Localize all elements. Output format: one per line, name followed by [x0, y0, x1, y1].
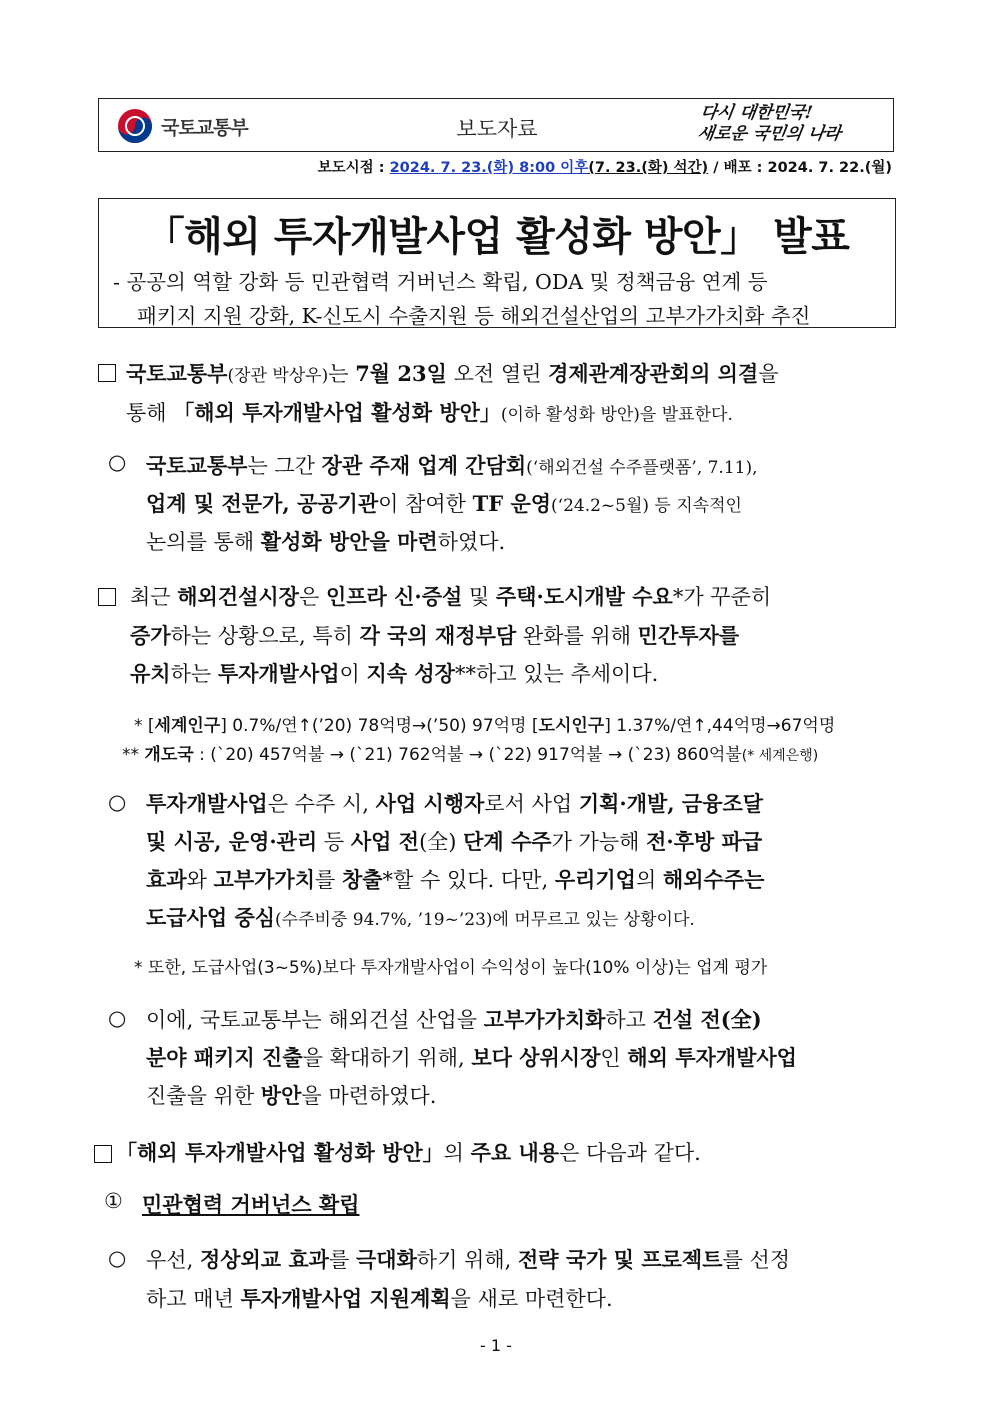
text: 를 — [314, 868, 342, 892]
text: 논의를 통해 — [146, 530, 261, 554]
text: 이에, 국토교통부는 해외건설 산업을 — [146, 1008, 484, 1032]
doc-type-label: 보도자료 — [456, 117, 538, 141]
dateline-separator: / — [708, 160, 724, 176]
text-bold: 각 국의 재정부담 — [359, 623, 517, 648]
square-bullet-icon — [98, 364, 116, 382]
text-bold: 국토교통부 — [126, 361, 228, 386]
text-small: (‘24.2~5월) 등 지속적인 — [551, 496, 742, 516]
text-bold: 유치 — [130, 661, 171, 686]
circle-bullet: ○ — [108, 790, 127, 814]
text: 통해 — [126, 401, 174, 425]
footnote-1 — [134, 711, 835, 736]
text-bold: 「해외 투자개발사업 활성화 방안」 — [173, 400, 501, 425]
text-bold: 정상외교 효과 — [199, 1247, 329, 1272]
text: (全) — [419, 830, 464, 854]
text-bold: 민간투자를 — [637, 623, 740, 648]
text-bold: 활성화 방안을 마련 — [260, 529, 438, 554]
text-bold: 지속 성장 — [366, 661, 455, 686]
p2a-line-4 — [146, 902, 695, 932]
square-bullet — [98, 362, 116, 386]
text: 을 — [758, 362, 779, 386]
text: 를 — [328, 1248, 356, 1272]
p2a-line-1 — [146, 788, 763, 818]
text-bold: 고부가가치 — [213, 867, 315, 892]
distribution-date: 배포 : 2024. 7. 22.(월) — [723, 160, 892, 176]
text-bold: 효과 — [146, 867, 187, 892]
text: 오전 열린 — [446, 362, 549, 386]
text-small: (수주비중 94.7%, ’19~’23)에 머무르고 있는 상황이다. — [275, 910, 695, 930]
p1a-line-1 — [146, 450, 758, 480]
text: *가 꾸준히 — [672, 585, 772, 609]
text-small: (장관 박상우) — [227, 366, 329, 386]
text-bold: 분야 패키지 진출 — [146, 1045, 303, 1070]
text-bold: 도급사업 중심 — [146, 905, 276, 930]
embargo-time: 2024. 7. 23.(화) 8:00 이후 — [389, 160, 589, 176]
text-bold: 건설 전(全) — [652, 1007, 762, 1032]
subtitle-line-2: 패키지 지원 강화, K-신도시 수출지원 등 해외건설산업의 고부가가치화 추진 — [137, 304, 811, 328]
text: : (`20) 457억불 → (`21) 762억불 → (`22) 917억불 → (`23) 860억불 — [193, 745, 742, 765]
text-bold: 증가 — [130, 623, 171, 648]
dateline — [318, 156, 892, 177]
circle-bullet: ○ — [108, 450, 127, 474]
text: * [ — [134, 716, 155, 736]
text-bold: 단계 수주 — [463, 829, 552, 854]
text-bold: 고부가가치화 — [483, 1007, 606, 1032]
text: 인 — [600, 1046, 628, 1070]
text-bold: 보다 상위시장 — [471, 1045, 601, 1070]
text-bold: 전·후방 파급 — [646, 829, 763, 854]
dateline-label: 보도시점 : — [317, 160, 390, 176]
text-bold: TF 운영 — [472, 491, 552, 516]
text: 로서 사업 — [484, 792, 579, 816]
text-bold: 사업 전 — [350, 829, 420, 854]
text: *할 수 있다. 다만, — [382, 868, 555, 892]
p1a-line-3 — [146, 526, 505, 556]
text-small: (이하 활성화 방안)을 발표한다. — [500, 405, 733, 425]
text: 를 선정 — [722, 1248, 791, 1272]
circle-bullet: ○ — [108, 1246, 127, 1270]
text-bold: 극대화 — [355, 1247, 417, 1272]
square-bullet-icon — [98, 588, 116, 606]
text: 등 — [317, 830, 351, 854]
p1-line-1 — [126, 358, 896, 388]
square-bullet-icon — [94, 1145, 112, 1163]
text-bold: 해외건설시장 — [177, 584, 299, 609]
p3-line-1 — [116, 1137, 701, 1167]
text: 은 다음과 같다. — [559, 1141, 701, 1165]
text-bold: 사업 시행자 — [375, 791, 485, 816]
text: 하고 매년 — [146, 1287, 241, 1311]
text-small: (‘해외건설 수주플랫폼’, 7.11), — [526, 458, 758, 478]
p2-line-1 — [130, 581, 771, 611]
text: 우선, — [146, 1248, 200, 1272]
text-bold: 개도국 — [144, 745, 194, 765]
subtitle-line-1: - 공공의 역할 강화 등 민관협력 거버넌스 확립, ODA 및 정책금융 연계 등 — [113, 270, 768, 294]
text: 가 가능해 — [551, 830, 647, 854]
text: 을 마련하였다. — [301, 1084, 437, 1108]
text: 하는 상황으로, 특히 — [170, 624, 360, 648]
footnote-3: * 또한, 도급사업(3~5%)보다 투자개발사업이 수익성이 높다(10% 이상)는 업계 평가 — [134, 958, 768, 978]
text: 완화를 위해 — [516, 624, 638, 648]
text-bold: 도시인구 — [538, 716, 605, 736]
text-bold: 투자개발사업 지원계획 — [240, 1286, 451, 1311]
header-box — [98, 98, 894, 152]
text-small: (* 세계은행) — [741, 748, 819, 764]
text-bold: 주요 내용 — [470, 1140, 560, 1165]
text: 하였다. — [437, 530, 506, 554]
text-bold: 기획·개발, 금융조달 — [578, 791, 764, 816]
evening-edition: (7. 23.(화) 석간) — [588, 160, 709, 176]
text-bold: 주택·도시개발 수요 — [495, 584, 673, 609]
square-bullet — [98, 586, 116, 610]
text-bold: 투자개발사업 — [217, 661, 340, 686]
p4-line-1 — [146, 1244, 790, 1274]
text-bold: 방안 — [260, 1083, 302, 1108]
section-title: 민관협력 거버넌스 확립 — [142, 1192, 360, 1217]
page-number: - 1 - — [480, 1336, 512, 1355]
text: 의 — [635, 868, 663, 892]
text: 진출을 위한 — [146, 1084, 261, 1108]
text-bold: 투자개발사업 — [146, 791, 268, 816]
text: 는 — [328, 362, 356, 386]
p2b-line-1 — [146, 1004, 762, 1034]
text: 최근 — [130, 585, 178, 609]
text-bold: 국토교통부 — [146, 453, 248, 478]
text-bold: 창출 — [341, 867, 383, 892]
text: ] 0.7%/연↑(’20) 78억명→(’50) 97억명 [ — [220, 716, 539, 736]
text-bold: 「해외 투자개발사업 활성화 방안」 — [116, 1140, 444, 1165]
text-bold: 및 시공, 운영·관리 — [146, 829, 318, 854]
text: 하는 — [170, 662, 218, 686]
p2a-line-3 — [146, 864, 764, 894]
slogan-line-2: 새로운 국민의 나라 — [696, 124, 843, 144]
text: 을 새로 마련한다. — [450, 1287, 613, 1311]
text-bold: 7월 23일 — [355, 361, 447, 386]
text: 은 수주 시, — [267, 792, 376, 816]
text: 을 확대하기 위해, — [302, 1046, 472, 1070]
ministry-name: 국토교통부 — [161, 117, 248, 139]
text-bold: 장관 주재 업계 간담회 — [321, 453, 527, 478]
text-bold: 전략 국가 및 프로젝트 — [517, 1247, 723, 1272]
text: 의 — [443, 1141, 471, 1165]
text: 는 그간 — [247, 454, 322, 478]
text: **하고 있는 추세이다. — [454, 662, 659, 686]
text: 와 — [186, 868, 214, 892]
slogan — [696, 103, 845, 145]
p1a-line-2 — [146, 488, 742, 518]
circle-bullet: ○ — [108, 1006, 127, 1030]
text-bold: 업계 및 전문가, 공공기관 — [146, 491, 379, 516]
p2-line-2 — [130, 620, 739, 650]
title-box — [98, 198, 896, 328]
text-bold: 세계인구 — [154, 716, 221, 736]
text: 및 — [462, 585, 496, 609]
p2b-line-3 — [146, 1080, 436, 1110]
text-bold: 우리기업 — [554, 867, 636, 892]
square-bullet — [94, 1143, 112, 1167]
p1-line-2 — [126, 397, 733, 427]
text: ** — [122, 745, 145, 765]
text: 하기 위해, — [416, 1248, 518, 1272]
slogan-line-1: 다시 대한민국! — [699, 103, 814, 123]
text-bold: 인프라 신·증설 — [325, 584, 463, 609]
main-title: 「해외 투자개발사업 활성화 방안」 발표 — [144, 214, 850, 260]
p4-line-2 — [146, 1283, 613, 1313]
p2b-line-2 — [146, 1042, 797, 1072]
text-bold: 경제관계장관회의 의결 — [548, 361, 759, 386]
text: 하고 — [605, 1008, 653, 1032]
text: 이 — [339, 662, 367, 686]
text-bold: 해외수주는 — [662, 867, 765, 892]
p2-line-3 — [130, 658, 658, 688]
text: 은 — [298, 585, 326, 609]
section-number: ① — [104, 1189, 123, 1213]
text-bold: 해외 투자개발사업 — [627, 1045, 797, 1070]
footnote-2 — [122, 740, 818, 765]
text: ] 1.37%/연↑,44억명→67억명 — [604, 716, 836, 736]
p2a-line-2 — [146, 826, 762, 856]
text: 이 참여한 — [378, 492, 473, 516]
